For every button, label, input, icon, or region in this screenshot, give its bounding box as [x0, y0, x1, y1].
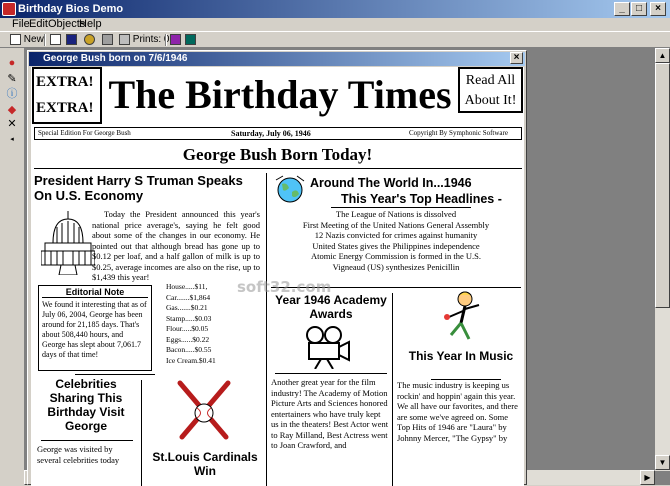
- headline-item: 12 Nazis convicted for crimes against humanity: [314, 230, 478, 240]
- close-button[interactable]: ×: [650, 2, 666, 16]
- baseball-bats-icon: [174, 379, 234, 441]
- frame-icon: [50, 34, 61, 45]
- exit-button[interactable]: [185, 33, 196, 47]
- column-rule: [141, 380, 142, 486]
- print-button[interactable]: [102, 33, 113, 47]
- price-bacon: Bacon.....$0.55: [166, 345, 212, 354]
- newspaper-window-titlebar: [29, 52, 525, 66]
- newspaper-page: [31, 67, 524, 486]
- child-close-button[interactable]: ×: [510, 52, 523, 64]
- price-stamp: Stamp.....$0.03: [166, 313, 212, 323]
- cardinals-headline: St.Louis Cardinals Win: [152, 450, 258, 478]
- music-article: The music industry is keeping us rockin' and hoppin' again this year. We all have our favorites, and there are some we've agreed on. Some Top Hits of 1946 are "Laura" by Johnny Mercer, "The Gypsy" by: [397, 380, 518, 443]
- vertical-scrollbar[interactable]: [655, 48, 670, 471]
- menu-edit[interactable]: Edit: [29, 18, 48, 30]
- edition-date: Saturday, July 06, 1946: [231, 129, 311, 138]
- divider: [275, 373, 387, 374]
- editorial-body: We found it interesting that as of July 06, 2004, George has been around for 21,185 days. That's about 508,440 hours, and George has slept about 7,061.7 days of that time!: [42, 300, 147, 359]
- exit-door-icon: [185, 34, 196, 45]
- book-button[interactable]: [170, 33, 181, 47]
- divider: [331, 207, 471, 208]
- prints-counter[interactable]: [119, 33, 169, 47]
- info-icon[interactable]: ⓘ: [6, 88, 18, 100]
- scroll-down-icon[interactable]: ▼: [655, 455, 670, 470]
- newspaper-window: [27, 50, 527, 485]
- globe-icon: [275, 174, 305, 204]
- column-rule: [392, 293, 393, 486]
- edition-strip: [34, 127, 522, 140]
- main-headline: George Bush Born Today!: [182, 145, 373, 164]
- object-toolbar: [0, 48, 24, 485]
- tools-button[interactable]: [84, 33, 95, 47]
- menu-file[interactable]: File: [12, 18, 30, 30]
- headline-item: Atomic Energy Commission is formed in the U.S.: [310, 251, 482, 261]
- masthead: The Birthday Times: [108, 72, 452, 117]
- menu-help[interactable]: Help: [79, 18, 102, 30]
- academy-headline: Year 1946 Academy Awards: [275, 293, 387, 321]
- app-icon: [2, 2, 16, 16]
- price-house: House.....$11,: [166, 282, 208, 291]
- world-headline: Around The World In...1946: [310, 176, 472, 190]
- minimize-button[interactable]: _: [614, 2, 630, 16]
- prints-icon: [119, 34, 130, 45]
- newspaper-window-title: George Bush born on 7/6/1946: [43, 53, 188, 64]
- new-button[interactable]: [10, 33, 44, 47]
- tools-icon: [84, 34, 95, 45]
- divider: [75, 374, 155, 375]
- truman-headline: President Harry S Truman Speaks On U.S. Economy: [34, 173, 243, 203]
- toolbar-separator: [44, 34, 46, 46]
- film-camera-icon: [301, 325, 351, 369]
- paint-icon[interactable]: ●: [8, 57, 16, 69]
- new-doc-icon: [10, 34, 21, 45]
- headline-item: The League of Nations is dissolved: [335, 209, 457, 219]
- book-icon: [170, 34, 181, 45]
- app-titlebar: [0, 0, 670, 18]
- celebrities-headline: Celebrities Sharing This Birthday Visit George: [47, 377, 125, 433]
- price-car: Car.......$1,864: [166, 292, 211, 302]
- shapes-icon[interactable]: ◆: [7, 104, 17, 116]
- top-headlines-title: This Year's Top Headlines -: [341, 192, 502, 206]
- editorial-box: [38, 285, 152, 371]
- save-icon: [66, 34, 77, 45]
- app-title: Birthday Bios Demo: [18, 3, 124, 15]
- price-eggs: Eggs......$0.22: [166, 334, 210, 344]
- prints-label: Prints: 0: [132, 34, 170, 45]
- editorial-title: Editorial Note: [42, 287, 148, 298]
- academy-article: Another great year for the film industry! The Academy of Motion Picture Arts and Sciences honored entertainers who have truly kept us in the theaters! Best Actor went to Ray Milland, Best Actress went to Joan Crawford, and: [271, 377, 389, 450]
- maximize-button[interactable]: □: [631, 2, 647, 16]
- copyright-text: Copyright By Symphonic Software: [409, 129, 508, 137]
- new-label: New: [23, 34, 44, 45]
- headline-item: Vigneaud (US) synthesizes Penicillin: [332, 261, 460, 272]
- column-rule: [266, 173, 267, 486]
- celebrities-article: George was visited by several celebrities today: [37, 444, 120, 465]
- frame-button[interactable]: [50, 33, 61, 47]
- price-icecream: Ice Cream.$0.41: [166, 355, 216, 365]
- read-all-ear: Read All About It!: [458, 67, 523, 113]
- truman-article: Today the President announced this year's national price average's, saying he felt good about some of the changes in our economy. He pointed out that although bread has gone up to $0.12 per loaf, and a half gallon of milk is up to $0.25, average incomes are also on the rise, up to $1,439 this year!: [92, 209, 260, 282]
- top-headlines-list: [271, 209, 521, 272]
- capitol-icon: [41, 209, 95, 275]
- extra-ear: EXTRA! EXTRA!: [32, 67, 102, 124]
- divider: [34, 168, 522, 169]
- scroll-right-icon[interactable]: ▶: [640, 470, 655, 485]
- delete-icon[interactable]: ✕: [7, 118, 17, 130]
- headline-item: United States gives the Philippines independence: [312, 240, 480, 251]
- menu-bar: [0, 18, 670, 31]
- price-flour: Flour.....$0.05: [166, 324, 209, 333]
- save-button[interactable]: [66, 33, 77, 47]
- price-list: [166, 282, 236, 366]
- price-gas: Gas.......$0.21: [166, 303, 208, 312]
- headline-item: First Meeting of the United Nations General Assembly: [302, 219, 490, 230]
- menu-objects[interactable]: Objects: [48, 18, 86, 30]
- scroll-thumb[interactable]: [655, 63, 670, 308]
- dancer-icon: [435, 289, 485, 341]
- printer-icon: [102, 34, 113, 45]
- toolbar-separator: [165, 34, 167, 46]
- divider: [41, 440, 133, 441]
- pen-icon[interactable]: ✎: [7, 73, 17, 85]
- expand-icon[interactable]: ◂: [10, 136, 14, 143]
- scroll-up-icon[interactable]: ▲: [655, 48, 670, 63]
- edition-text: Special Edition For George Bush: [38, 129, 131, 137]
- music-headline: This Year In Music: [408, 349, 514, 363]
- toolbar: [0, 31, 670, 48]
- watermark-text: soft32.com: [237, 278, 332, 296]
